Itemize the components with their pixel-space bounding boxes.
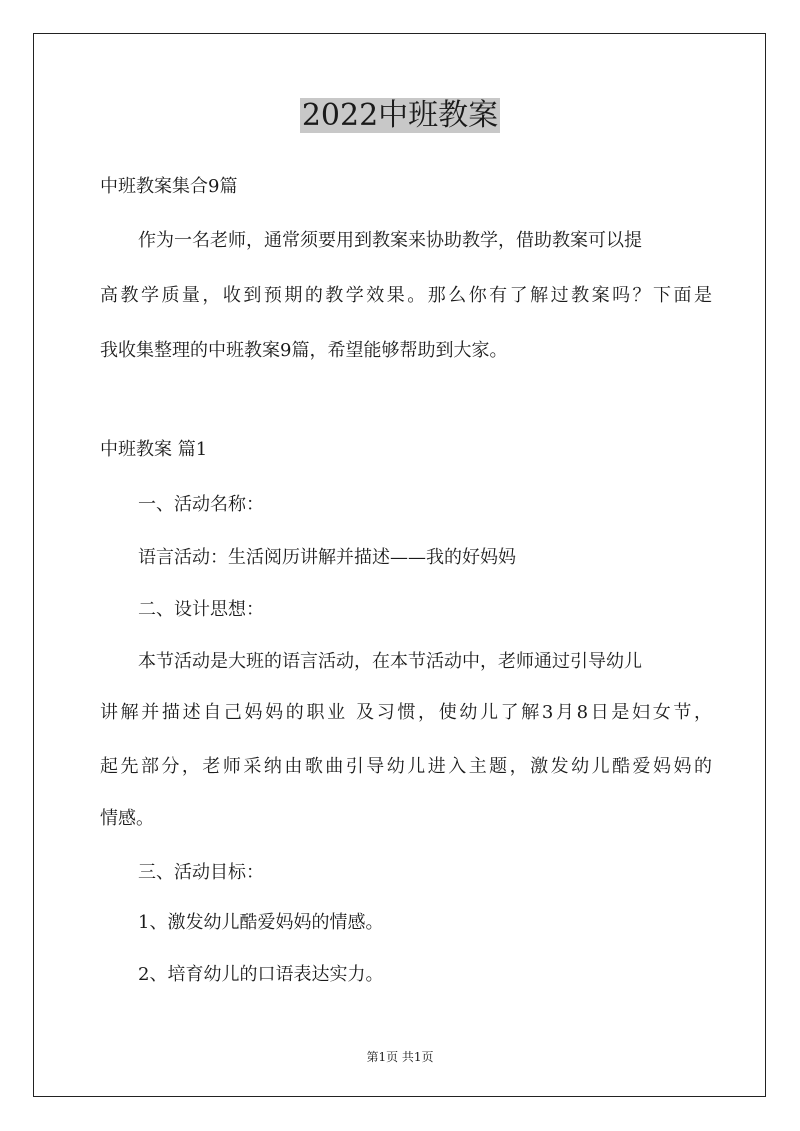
goal-item-1: 1、激发幼儿酷爱妈妈的情感。 (138, 912, 384, 933)
activity-name: 语言活动：生活阅历讲解并描述——我的好妈妈 (138, 547, 516, 568)
design-line-2: 讲解并描述自己妈妈的职业 及习惯，使幼儿了解3月8日是妇女节， (100, 702, 712, 723)
intro-line-2: 高教学质量，收到预期的教学效果。那么你有了解过教案吗？下面是 (100, 285, 712, 306)
intro-line-3: 我收集整理的中班教案9篇，希望能够帮助到大家。 (100, 340, 508, 361)
document-title (0, 94, 800, 138)
design-label: 二、设计思想： (138, 599, 264, 620)
design-line-1: 本节活动是大班的语言活动，在本节活动中，老师通过引导幼儿 (138, 651, 642, 672)
intro-line-1: 作为一名老师，通常须要用到教案来协助教学，借助教案可以提 (138, 230, 642, 251)
document-subtitle: 中班教案集合9篇 (100, 176, 238, 197)
goal-item-2: 2、培育幼儿的口语表达实力。 (138, 964, 384, 985)
activity-name-label: 一、活动名称： (138, 494, 264, 515)
section-heading: 中班教案 篇1 (100, 439, 208, 460)
title-text: 2022中班教案 (301, 98, 499, 133)
design-line-3: 起先部分，老师采纳由歌曲引导幼儿进入主题，激发幼儿酷爱妈妈的 (100, 756, 712, 777)
design-line-4: 情感。 (100, 808, 154, 829)
goals-label: 三、活动目标： (138, 862, 264, 883)
page-footer: 第1页 共1页 (366, 1050, 434, 1064)
